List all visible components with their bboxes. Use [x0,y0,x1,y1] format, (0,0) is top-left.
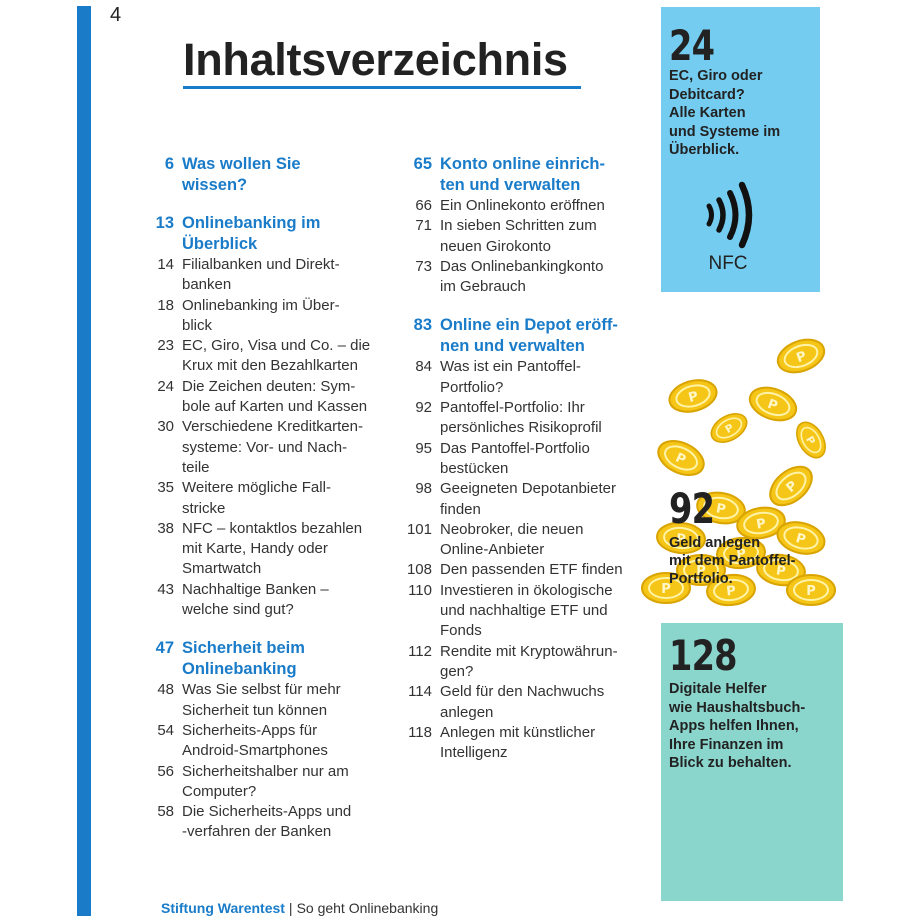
footer-brand: Stiftung Warentest [161,900,285,916]
toc-entry-title: Filialbanken und Direkt- banken [182,256,340,294]
nfc-icon [701,180,761,250]
teaser-box-apps [661,623,843,901]
teaser-page-number: 128 [669,631,737,680]
toc-entry [398,520,643,561]
toc-entry [398,642,643,683]
toc-entry-title: Onlinebanking im Über- blick [182,296,340,334]
toc-entry-title: NFC – kontaktlos bezahlen mit Karte, Handy oder Smartwatch [182,519,363,578]
toc-page-number: 35 [157,479,174,497]
toc-page-number: 95 [415,439,432,457]
toc-entry [140,417,380,478]
toc-entry [140,519,380,580]
title-underline [183,86,581,89]
toc-entry-title: Die Sicherheits-Apps und -verfahren der Banken [182,803,352,841]
toc-page-number: 13 [155,214,174,232]
toc-page-number: 108 [406,561,432,579]
toc-entry-title: Das Onlinebankingkonto im Gebrauch [440,257,604,296]
toc-entry-title: Konto online einrich- ten und verwalten [440,155,605,194]
toc-entry [398,560,643,580]
teaser-text: EC, Giro oder Debitcard? Alle Karten und Systeme im Überblick. [669,68,781,158]
toc-entry [140,296,380,337]
toc-page-number: 18 [157,296,174,314]
toc-entry-title: Neobroker, die neuen Online-Anbieter [440,520,584,559]
toc-page-number: 56 [157,762,174,780]
toc-page-number: 114 [408,683,432,701]
toc-page-number: 47 [155,639,174,658]
page-title: Inhaltsverzeichnis [183,34,568,85]
toc-section [140,213,380,620]
toc-entry-title: Den passenden ETF finden [440,561,623,579]
toc-entry [140,580,380,621]
toc-entry-title: Online ein Depot eröff- nen und verwalten [440,316,618,355]
toc-chapter-heading [140,213,380,254]
toc-entry-title: Sicherheitshalber nur am Computer? [182,762,349,800]
toc-chapter-heading [140,154,380,195]
toc-entry-title: Die Zeichen deuten: Sym- bole auf Karten und Kassen [182,377,368,416]
toc-entry-title: Was wollen Sie wissen? [182,155,301,194]
toc-entry-title: Sicherheits-Apps für Android-Smartphones [182,721,328,760]
toc-page-number: 23 [157,337,174,355]
toc-page-number: 14 [157,256,174,273]
toc-entry-title: Nachhaltige Banken – welche sind gut? [182,580,329,619]
page-number: 4 [110,4,122,26]
toc-entry [140,336,380,377]
toc-entry [140,377,380,418]
footer-book-title: So geht Onlinebanking [296,900,439,916]
nfc-label: NFC [708,253,748,274]
toc-section [140,638,380,842]
toc-entry-title: Geld für den Nachwuchs anlegen [440,683,605,721]
toc-chapter-heading [398,154,643,195]
toc-entry-title: Investieren in ökologische und nachhaltige ETF und Fonds [440,581,613,640]
toc-page-number: 92 [415,399,432,417]
toc-page-number: 71 [415,217,432,235]
toc-entry [398,479,643,520]
toc-page-number: 54 [157,721,174,739]
toc-page-number: 112 [408,642,432,660]
toc-entry-title: Onlinebanking im Überblick [182,214,321,253]
toc-entry [398,357,643,398]
teaser-text: Geld anlegen mit dem Pantoffel- Portfolio. [669,535,796,587]
toc-section [140,154,380,195]
toc-column-left [140,154,380,861]
toc-page-number: 66 [415,197,432,214]
toc-entry [398,398,643,439]
toc-entry-title: In sieben Schritten zum neuen Girokonto [440,217,597,255]
toc-entry-title: Sicherheit beim Onlinebanking [182,639,305,678]
toc-entry-title: Verschiedene Kreditkarten- systeme: Vor- und Nach- teile [182,418,363,476]
toc-entry [398,439,643,480]
toc-entry-title: Was Sie selbst für mehr Sicherheit tun können [182,681,341,719]
toc-entry-title: EC, Giro, Visa und Co. – die Krux mit den Bezahlkarten [182,337,371,375]
toc-entry [398,196,643,216]
teaser-page-number: 24 [669,21,715,70]
toc-entry [140,802,380,843]
left-accent-bar [77,6,91,916]
toc-chapter-heading [398,315,643,356]
toc-page-number: 6 [164,155,174,173]
toc-page-number: 30 [157,418,174,436]
toc-entry [140,680,380,721]
toc-column-right [398,154,643,781]
toc-entry-title: Weitere mögliche Fall- stricke [182,479,331,517]
footer-separator: | [288,900,293,916]
toc-page-number: 118 [408,723,432,741]
toc-entry [398,682,643,723]
toc-section [398,315,643,763]
teaser-text: Digitale Helfer wie Haushaltsbuch- Apps helfen Ihnen, Ihre Finanzen im Blick zu behalten. [669,681,806,771]
toc-entry [140,478,380,519]
toc-page-number: 110 [408,581,432,599]
toc-entry-title: Ein Onlinekonto eröffnen [440,197,605,214]
toc-entry-title: Geeigneten Depotanbieter finden [440,480,616,518]
toc-entry-title: Das Pantoffel-Portfolio bestücken [440,439,590,477]
toc-entry [398,216,643,257]
toc-page-number: 73 [415,257,432,275]
toc-page-number: 58 [157,803,174,821]
toc-entry-title: Anlegen mit künstlicher Intelligenz [440,723,596,762]
toc-page-number: 84 [415,358,432,376]
toc-chapter-heading [140,638,380,679]
toc-entry-title: Was ist ein Pantoffel- Portfolio? [440,358,581,396]
toc-entry [398,581,643,642]
footer [161,900,438,916]
toc-page-number: 83 [413,316,432,335]
toc-page-number: 24 [157,377,174,395]
toc-page-number: 98 [415,480,432,498]
toc-entry-title: Pantoffel-Portfolio: Ihr persönliches Risikoprofil [440,399,602,437]
toc-entry [140,721,380,762]
toc-entry [398,257,643,298]
teaser-box-cards [661,7,820,292]
toc-page-number: 43 [157,580,174,598]
toc-entry [140,762,380,803]
toc-page-number: 48 [157,681,174,699]
toc-entry [398,723,643,764]
toc-page-number: 65 [413,155,432,173]
teaser-page-number: 92 [669,484,715,533]
toc-page-number: 38 [157,519,174,537]
toc-section [398,154,643,297]
toc-page-number: 101 [406,520,432,538]
teaser-box-coins [656,332,820,598]
toc-entry [140,255,380,296]
toc-entry-title: Rendite mit Kryptowährun- gen? [440,642,618,680]
coins-illustration: P [661,338,820,598]
